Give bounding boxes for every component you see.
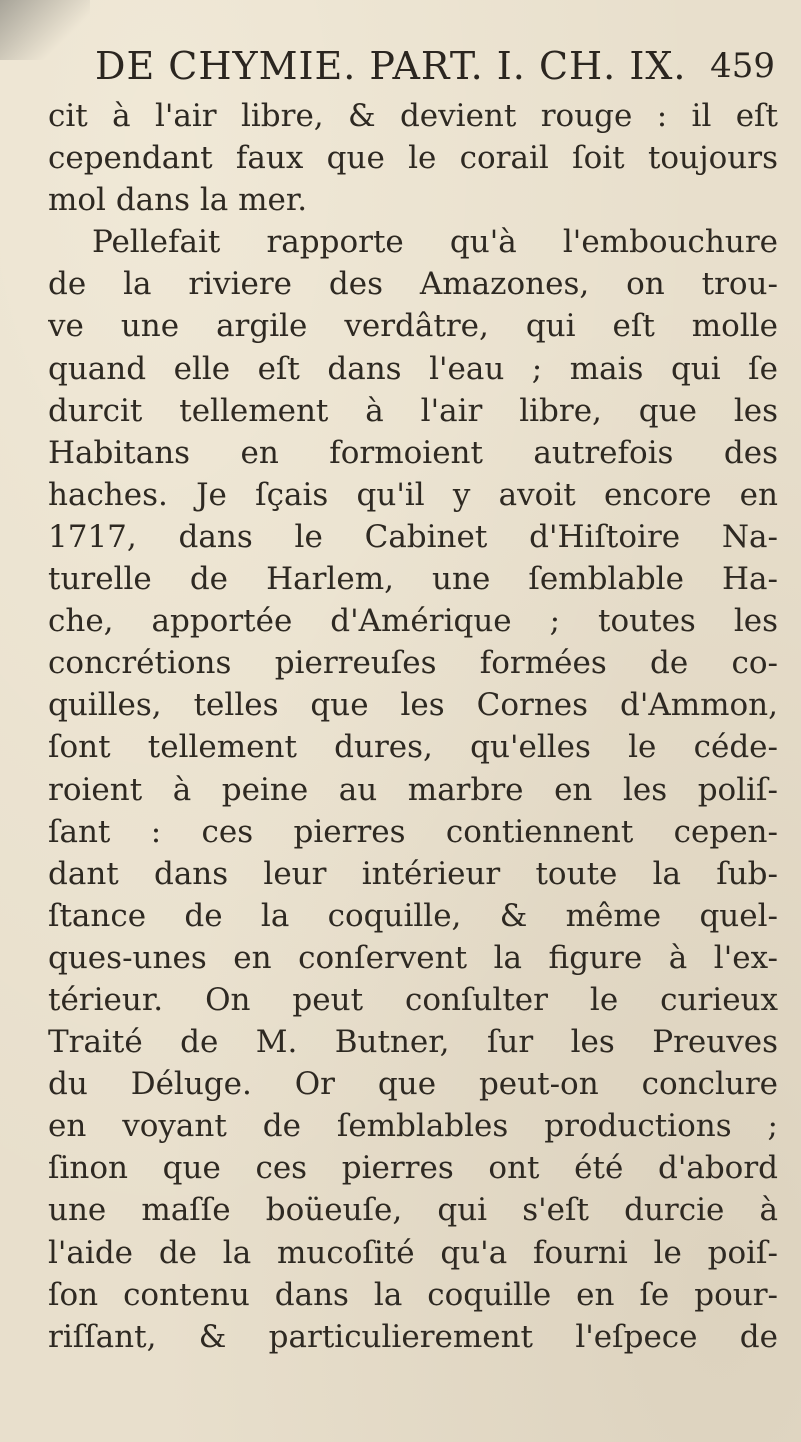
text-line: concrétions pierreuſes formées de co-: [48, 645, 778, 682]
text-line: cit à l'air libre, & devient rouge : il eſt: [48, 98, 778, 134]
page-corner-shadow: [0, 0, 90, 60]
text-line: ſant : ces pierres contiennent cepen-: [48, 813, 778, 850]
text-line: Habitans en formoient autrefois des: [48, 434, 778, 471]
text-line: durcit tellement à l'air libre, que les: [48, 392, 778, 429]
text-line: une maſſe boüeuſe, qui s'eſt durcie à: [48, 1192, 778, 1229]
text-line: de la riviere des Amazones, on trou-: [48, 266, 778, 303]
text-line: ſont tellement dures, qu'elles le céde-: [48, 729, 778, 766]
text-line: che, apportée d'Amérique ; toutes les: [48, 603, 778, 640]
text-line: térieur. On peut conſulter le curieux: [48, 981, 778, 1018]
text-line: l'aide de la mucoſité qu'a fourni le poiſ-: [48, 1234, 778, 1271]
text-line: Pellefait rapporte qu'à l'embouchure: [92, 224, 778, 261]
page-number: 459: [710, 46, 775, 86]
text-line: 1717, dans le Cabinet d'Hiſtoire Na-: [48, 518, 778, 555]
body-text: [48, 95, 778, 1358]
text-line: ve une argile verdâtre, qui eſt molle: [48, 308, 778, 345]
text-line: Traité de M. Butner, ſur les Preuves: [48, 1024, 778, 1061]
text-line: ques-unes en conſervent la figure à l'ex-: [48, 939, 778, 976]
text-line: roient à peine au marbre en les poliſ-: [48, 771, 778, 808]
text-line: quilles, telles que les Cornes d'Ammon,: [48, 687, 778, 724]
text-line: ſon contenu dans la coquille en ſe pour-: [48, 1276, 778, 1313]
text-line: dant dans leur intérieur toute la ſub-: [48, 855, 778, 892]
text-line: ſinon que ces pierres ont été d'abord: [48, 1150, 778, 1187]
text-line: en voyant de ſemblables productions ;: [48, 1108, 778, 1145]
text-line: riſſant, & particulierement l'eſpece de: [48, 1318, 778, 1355]
running-head: DE CHYMIE. PART. I. CH. IX.: [95, 44, 687, 88]
text-line: du Déluge. Or que peut-on conclure: [48, 1066, 778, 1103]
text-line: cependant faux que le corail ſoit toujours: [48, 140, 778, 177]
text-line: quand elle eſt dans l'eau ; mais qui ſe: [48, 350, 778, 387]
page-header: [95, 44, 775, 94]
text-line: ſtance de la coquille, & même quel-: [48, 897, 778, 934]
text-line: turelle de Harlem, une ſemblable Ha-: [48, 561, 778, 598]
text-line: mol dans la mer.: [48, 182, 308, 219]
text-line: haches. Je ſçais qu'il y avoit encore en: [48, 476, 778, 513]
